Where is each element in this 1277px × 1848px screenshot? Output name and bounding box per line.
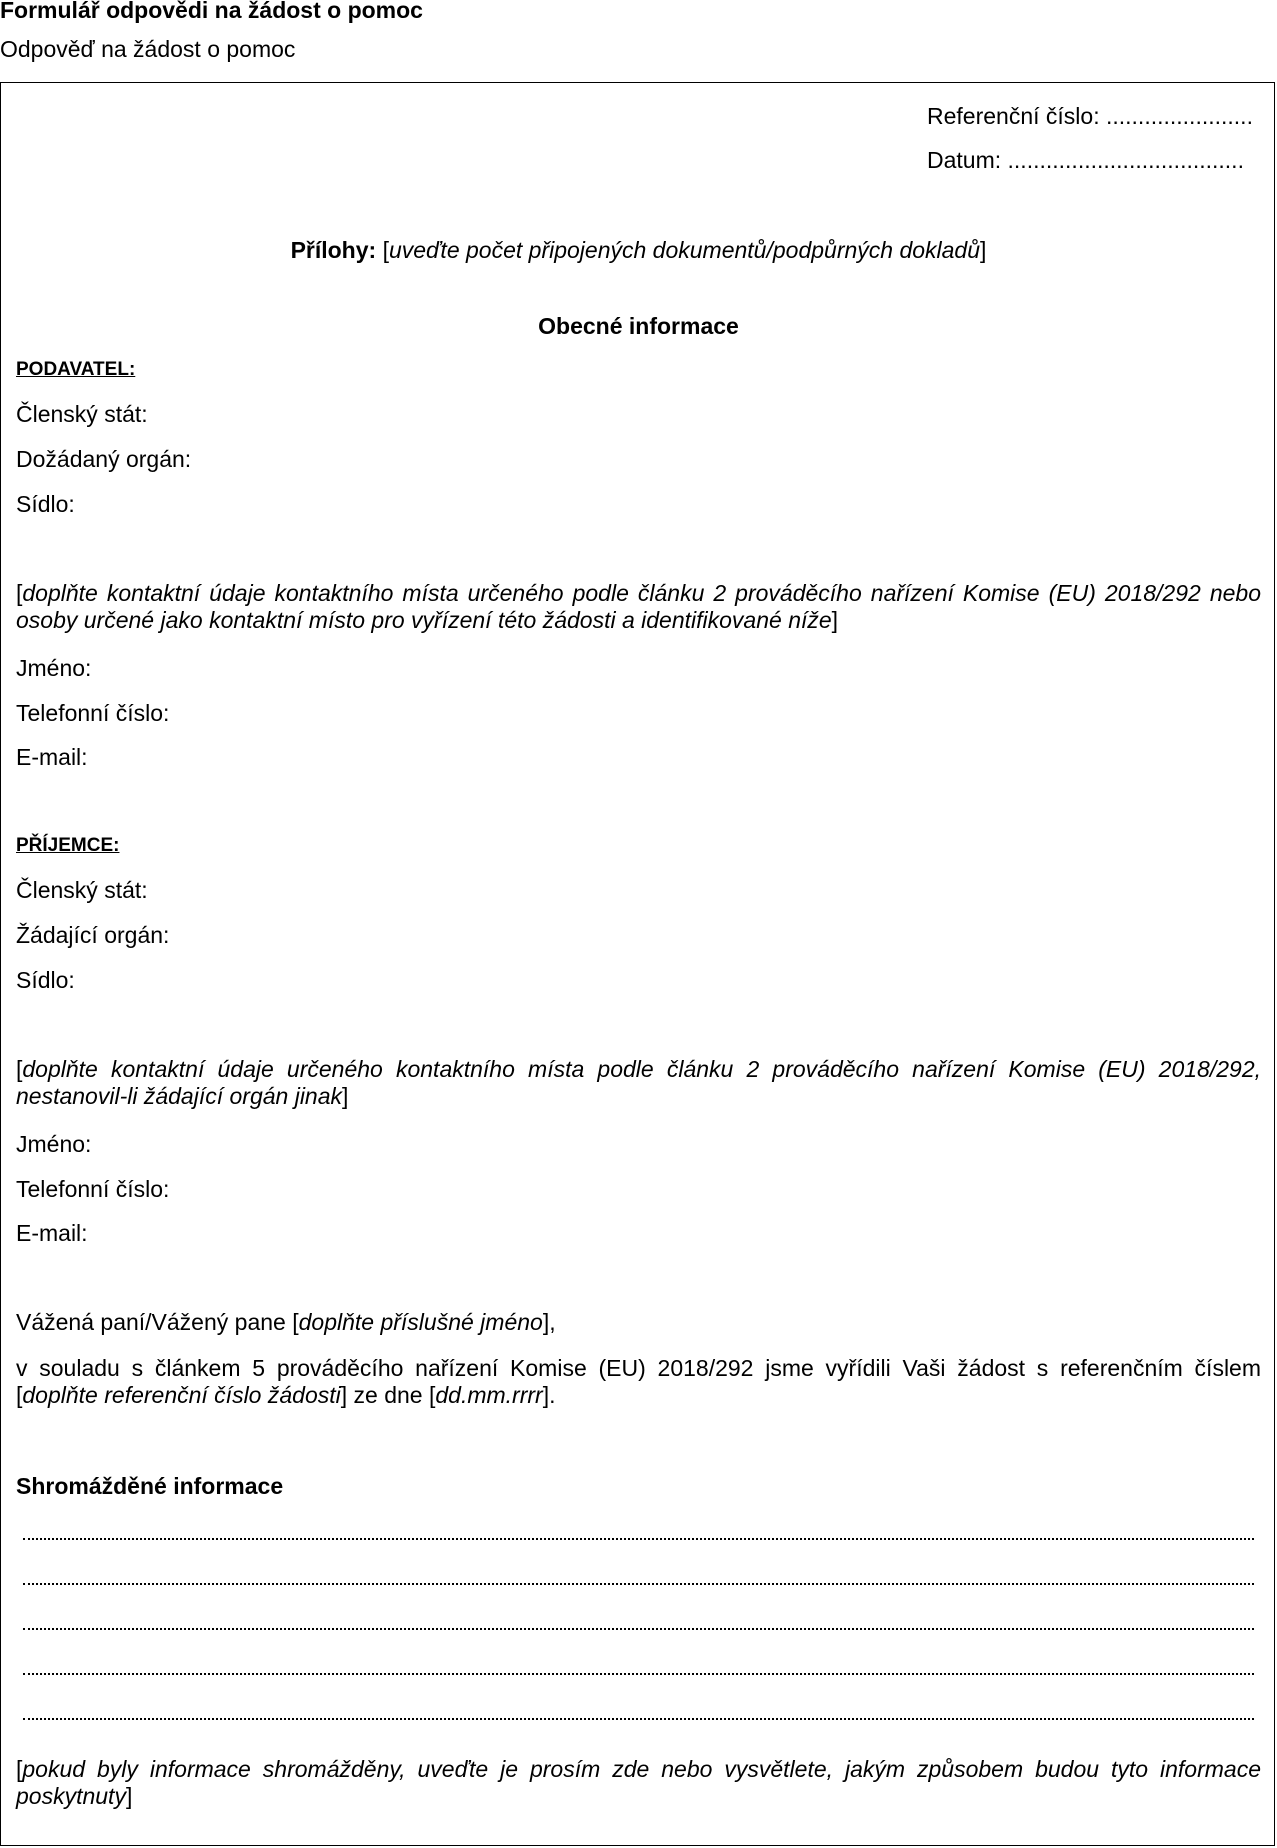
attachments-label: Přílohy: [290,237,377,263]
sender-heading: PODAVATEL: [16,359,136,380]
answer-dotted-line [23,1628,1254,1630]
document-subtitle: Odpověď na žádost o pomoc [0,36,296,62]
date-dots: ..................................... [1007,147,1244,173]
general-info-heading: Obecné informace [538,313,739,339]
recipient-member-state: Členský stát: [16,877,148,903]
document-title: Formulář odpovědi na žádost o pomoc [0,0,423,23]
attachments-close-bracket: ] [980,237,987,263]
answer-dotted-line [23,1583,1254,1585]
attachments-open-bracket: [ [382,237,389,263]
answer-dotted-line [23,1673,1254,1675]
reference-number-row [927,103,1253,129]
sender-seat: Sídlo: [16,491,75,517]
recipient-contact-note: [doplňte kontaktní údaje určeného kontaktního místa podle článku 2 prováděcího nařízení Komise (EU) 2018/292, nestanovil-li žádající orgán jinak] [16,1056,1261,1109]
sender-contact-note: [doplňte kontaktní údaje kontaktního místa určeného podle článku 2 prováděcího nařízení Komise (EU) 2018/292 nebo osoby určené jako kontaktní místo pro vyřízení této žádosti a identifikované níže] [16,580,1261,633]
reference-number-dots: ....................... [1105,103,1253,129]
form-box [0,82,1275,1846]
sender-authority: Dožádaný orgán: [16,446,192,472]
sender-phone: Telefonní číslo: [16,700,170,726]
recipient-authority: Žádající orgán: [16,922,170,948]
body-paragraph: v souladu s článkem 5 prováděcího nařízení Komise (EU) 2018/292 jsme vyřídili Vaši žádost s referenčním číslem [doplňte referenční číslo žádosti] ze dne [dd.mm.rrrr]. [16,1355,1261,1408]
sender-member-state: Členský stát: [16,401,148,427]
recipient-name: Jméno: [16,1131,92,1157]
recipient-seat: Sídlo: [16,967,75,993]
recipient-email: E-mail: [16,1220,88,1246]
collected-info-note: [pokud byly informace shromážděny, uveďte je prosím zde nebo vysvětlete, jakým způsobem budou tyto informace poskytnuty] [16,1756,1261,1809]
date-row [927,147,1244,173]
collected-info-heading: Shromážděné informace [16,1473,284,1499]
sender-name: Jméno: [16,655,92,681]
reference-number-label: Referenční číslo: [927,103,1100,129]
attachments-line [1,237,1276,263]
date-label: Datum: [927,147,1002,173]
answer-dotted-line [23,1538,1254,1540]
recipient-phone: Telefonní číslo: [16,1176,170,1202]
recipient-heading: PŘÍJEMCE: [16,835,120,856]
sender-email: E-mail: [16,744,88,770]
greeting: Vážená paní/Vážený pane [doplňte příslušné jméno], [16,1309,556,1335]
answer-dotted-line [23,1718,1254,1720]
attachments-hint: uveďte počet připojených dokumentů/podpůrných dokladů [388,237,981,263]
